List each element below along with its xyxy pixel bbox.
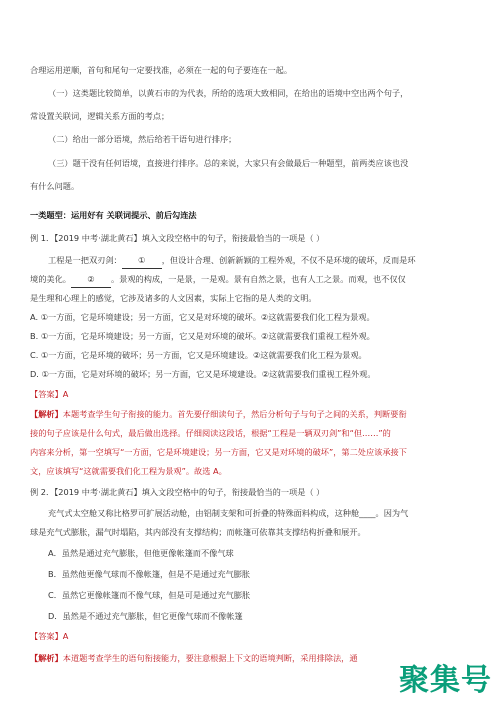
text-line: （一）这类题比较简单，以黄石市的为代表，所给的选项大致相同，在给出的语境中空出两个句子， <box>48 88 409 98</box>
blank-2: ② <box>71 271 111 288</box>
passage-text: ，但设计合理、创新新颖的工程外观，不仅不是环境的破坏，反而是环 <box>161 255 416 265</box>
blank: ____ <box>359 508 376 518</box>
answer-tag: 【答案】 <box>30 631 63 641</box>
example-2-answer <box>30 628 472 644</box>
option-d: D．虽然是不通过充气膨胀，但它更像气球而不像帐篷 <box>48 611 243 621</box>
option-c: C. ①一方面，它是环境的破坏；另一方面，它又是环境建设。②这就需要我们化工程为景观。 <box>30 350 367 360</box>
passage-text: 境的美化。 <box>30 274 71 284</box>
watermark-logo: 聚集号 <box>399 663 492 698</box>
option-a: A．虽然是通过充气膨胀，但他更像帐篷而不像气球 <box>48 548 234 558</box>
passage-text: 充气式太空舱又称比格罗可扩展活动舱，由铝制支架和可折叠的特殊面料构成，这种舱 <box>48 508 360 518</box>
passage-text: 。景观的构成，一是景，一是观。景有自然之景，也有人工之景。而观，也不仅仅 <box>110 274 406 284</box>
example-1-analysis-line <box>30 406 472 422</box>
answer-value: A <box>62 389 69 399</box>
example-1-analysis-line: 文，应该填写“这就需要我们化工程为景观”。故选 A。 <box>30 466 227 476</box>
example-2-passage-line: 球是充气式膨胀，漏气时塌陷，其内部没有支撑结构；而帐篷可依靠其支撑结构折叠和展开。 <box>30 527 366 537</box>
text-line: 有什么问题。 <box>30 181 80 191</box>
example-1-passage-line <box>48 252 472 269</box>
analysis-text: 本道题考查学生的语句衔接能力，要注意根据上下文的语境判断，采用排除法，通 <box>62 653 358 663</box>
answer-value: A <box>62 631 69 641</box>
option-d: D. ①一方面，它是对环境的破坏；另一方面，它又是环境建设。②这就需要我们重视工程外观。 <box>30 369 376 379</box>
example-1-question: 例 1．【2019 中考·湖北黄石】填入文段空格中的句子，衔接最恰当的一项是（ ） <box>30 233 325 243</box>
passage-text: 。因为气 <box>375 508 409 518</box>
example-2-passage-line <box>48 505 472 521</box>
option-b: B. ①一方面，它是环境建设；另一方面，它又是对环境的破坏。②这就需要我们重视工程外观。 <box>30 331 375 341</box>
section-heading: 一类题型：运用好有 关联词提示、前后勾连法 <box>30 210 197 220</box>
example-1-analysis-line: 内容来分析，第一空填写“一方面，它是环境建设；另一方面，它又是对环境的破坏”，第二处应该承接下 <box>30 447 407 457</box>
text-line: 合理运用逆顺，首句和尾句一定要找准，必须在一起的句子要连在一起。 <box>30 65 293 75</box>
option-c: C．虽然它更像帐篷而不像气球，但是可是通过充气膨胀 <box>48 590 251 600</box>
analysis-tag: 【解析】 <box>30 409 63 419</box>
passage-text: 工程是一把双刃剑： <box>48 255 122 265</box>
analysis-text: 本题考查学生句子衔接的能力。首先要仔细读句子，然后分析句子与句子之间的关系，判断要衔 <box>62 409 407 419</box>
example-1-passage-line: 是生理和心理上的感觉，它涉及诸多的人文因素，实际上它指的是人类的文明。 <box>30 293 317 303</box>
blank-1: ① <box>122 252 162 269</box>
answer-tag: 【答案】 <box>30 389 63 399</box>
text-line: （二）给出一部分语境，然后给若干语句进行排序； <box>48 134 237 144</box>
example-1-analysis-line: 接的句子应该是什么句式，最后做出选择。仔细阅读这段话，根据“工程是一辆双刃剑”和“但……”的 <box>30 428 391 438</box>
option-a: A. ①一方面，它是环境建设；另一方面，它又是对环境的破坏。②这就需要我们化工程为景观。 <box>30 312 375 322</box>
text-line: 常设置关联词，逻辑关系方面的考点； <box>30 111 170 121</box>
text-line: （三）题干没有任何语境，直接进行排序。总的来说，大家只有会做最后一种题型，前两类应该也没 <box>48 158 409 168</box>
analysis-tag: 【解析】 <box>30 653 63 663</box>
example-1-passage-line <box>30 271 472 288</box>
example-2-question: 例 2．【2019 中考·湖北黄石】填入文段空格中的句子，衔接最恰当的一项是（ ） <box>30 487 325 497</box>
option-b: B．虽然他更像气球而不像帐篷，但是不是通过充气膨胀 <box>48 569 251 579</box>
example-1-answer <box>30 386 472 402</box>
